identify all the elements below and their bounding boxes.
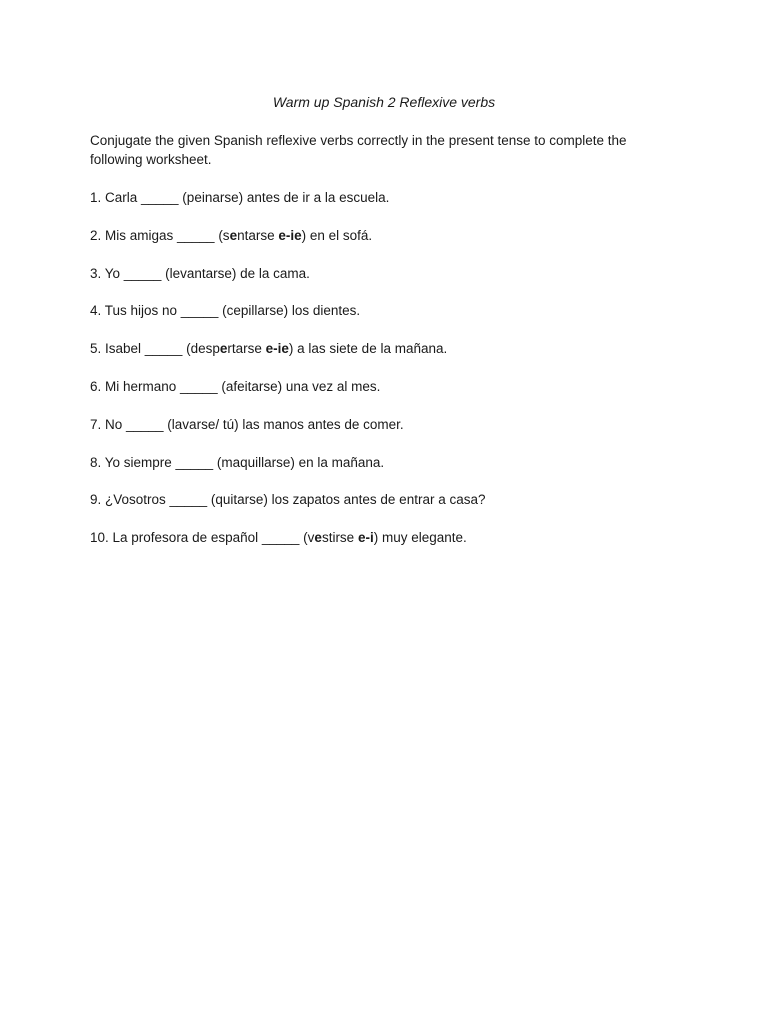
exercise-text: ) a las siete de la mañana. <box>288 341 448 357</box>
exercise-text: 1. Carla _____ (peinarse) antes de ir a la escuela. <box>90 190 390 205</box>
worksheet-instructions: Conjugate the given Spanish reflexive verbs correctly in the present tense to complete the following worksheet. <box>90 133 627 167</box>
stem-change-hint: e <box>229 227 238 243</box>
stem-change-hint: e-ie <box>278 227 302 243</box>
exercise-item <box>90 264 690 283</box>
exercise-text: ) en el sofá. <box>301 227 373 243</box>
exercise-text: 4. Tus hijos no _____ (cepillarse) los dientes. <box>90 303 361 319</box>
exercise-item <box>90 301 690 320</box>
exercise-text: 8. Yo siempre _____ (maquillarse) en la mañana. <box>90 454 385 470</box>
exercise-text: 7. No _____ (lavarse/ tú) las manos antes de comer. <box>90 416 404 432</box>
exercise-text: stirse <box>321 530 358 546</box>
exercise-text: 5. Isabel _____ (desp <box>90 341 220 357</box>
exercise-text: ntarse <box>237 227 279 243</box>
worksheet-title: Warm up Spanish 2 Reflexive verbs <box>272 94 496 110</box>
exercise-item <box>90 490 690 509</box>
stem-change-hint: e <box>219 341 228 357</box>
exercise-item <box>90 528 690 547</box>
exercise-text: ) muy elegante. <box>373 530 467 546</box>
exercise-text: 3. Yo _____ (levantarse) de la cama. <box>90 265 310 281</box>
exercise-item <box>90 453 690 472</box>
exercise-item <box>90 188 690 207</box>
exercise-list <box>90 188 690 566</box>
exercise-text: 2. Mis amigas _____ (s <box>90 227 230 243</box>
stem-change-hint: e-i <box>357 530 374 546</box>
exercise-text: 6. Mi hermano _____ (afeitarse) una vez al mes. <box>90 378 381 394</box>
exercise-item <box>90 377 690 396</box>
exercise-text: 9. ¿Vosotros _____ (quitarse) los zapatos antes de entrar a casa? <box>90 492 486 508</box>
exercise-text: rtarse <box>227 341 266 357</box>
stem-change-hint: e-ie <box>265 341 289 357</box>
exercise-text: 10. La profesora de español _____ (v <box>90 530 315 546</box>
stem-change-hint: e <box>314 530 322 546</box>
exercise-item <box>90 226 690 245</box>
exercise-item <box>90 415 690 434</box>
exercise-item <box>90 339 690 358</box>
